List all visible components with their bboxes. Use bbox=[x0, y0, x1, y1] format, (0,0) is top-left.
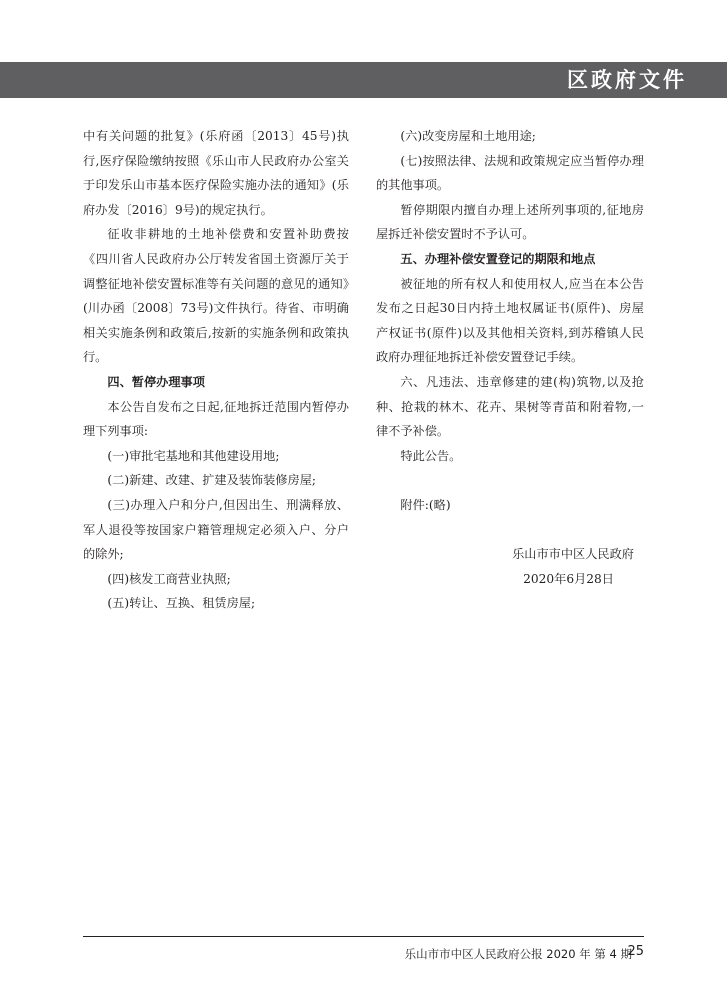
section-title: 区政府文件 bbox=[567, 68, 687, 92]
attachment-note: 附件:(略) bbox=[400, 497, 451, 512]
right-column bbox=[376, 124, 644, 591]
spacer bbox=[376, 468, 644, 493]
signer: 乐山市市中区人民政府 bbox=[512, 547, 634, 562]
left-column bbox=[83, 124, 349, 616]
paragraph-unauthorized: 暂停期限内擅自办理上述所列事项的,征地房屋拆迁补偿安置时不予认可。 bbox=[376, 202, 644, 242]
list-item: (四)核发工商营业执照; bbox=[107, 571, 231, 586]
paragraph-continuation: 中有关问题的批复》(乐府函〔2013〕45号)执行,医疗保险缴纳按照《乐山市人民政府办公室关于印发乐山市基本医疗保险实施办法的通知》(乐府办发〔2016〕9号)的规定执行。 bbox=[83, 129, 349, 217]
list-item: (三)办理入户和分户,但因出生、刑满释放、军人退役等按国家户籍管理规定必须入户、分户的除外; bbox=[83, 497, 349, 562]
list-item: (五)转让、互换、租赁房屋; bbox=[107, 596, 256, 611]
list-item: (二)新建、改建、扩建及装饰装修房屋; bbox=[107, 473, 317, 488]
paragraph-compensation: 征收非耕地的土地补偿费和安置补助费按《四川省人民政府办公厅转发省国土资源厅关于调整征地补偿安置标准等有关问题的意见的通知》(川办函〔2008〕73号)文件执行。待省、市明确相关实施条例和政策后,按新的实施条例和政策执行。 bbox=[83, 227, 349, 365]
section-heading-registration: 五、办理补偿安置登记的期限和地点 bbox=[400, 251, 596, 266]
list-item: (七)按照法律、法规和政策规定应当暂停办理的其他事项。 bbox=[376, 153, 644, 193]
footer-publication: 乐山市市中区人民政府公报 2020 年 第 4 期 bbox=[404, 947, 632, 961]
issue-date: 2020年6月28日 bbox=[523, 571, 614, 586]
page-number: 25 bbox=[627, 944, 644, 959]
paragraph-suspend-intro: 本公告自发布之日起,征地拆迁范围内暂停办理下列事项: bbox=[83, 399, 349, 439]
paragraph-registration: 被征地的所有权人和使用权人,应当在本公告发布之日起30日内持土地权属证书(原件)、房屋产权证书(原件)以及其他相关资料,到苏稽镇人民政府办理征地拆迁补偿安置登记手续。 bbox=[376, 276, 644, 365]
spacer bbox=[376, 518, 644, 543]
section-heading-suspend: 四、暂停办理事项 bbox=[107, 374, 205, 389]
paragraph-illegal-buildings: 六、凡违法、违章修建的建(构)筑物,以及抢种、抢栽的林木、花卉、果树等青苗和附着物,一律不予补偿。 bbox=[376, 374, 644, 439]
list-item: (六)改变房屋和土地用途; bbox=[400, 129, 536, 143]
footer-divider bbox=[83, 936, 644, 937]
paragraph-closing: 特此公告。 bbox=[400, 448, 462, 463]
list-item: (一)审批宅基地和其他建设用地; bbox=[107, 448, 280, 463]
